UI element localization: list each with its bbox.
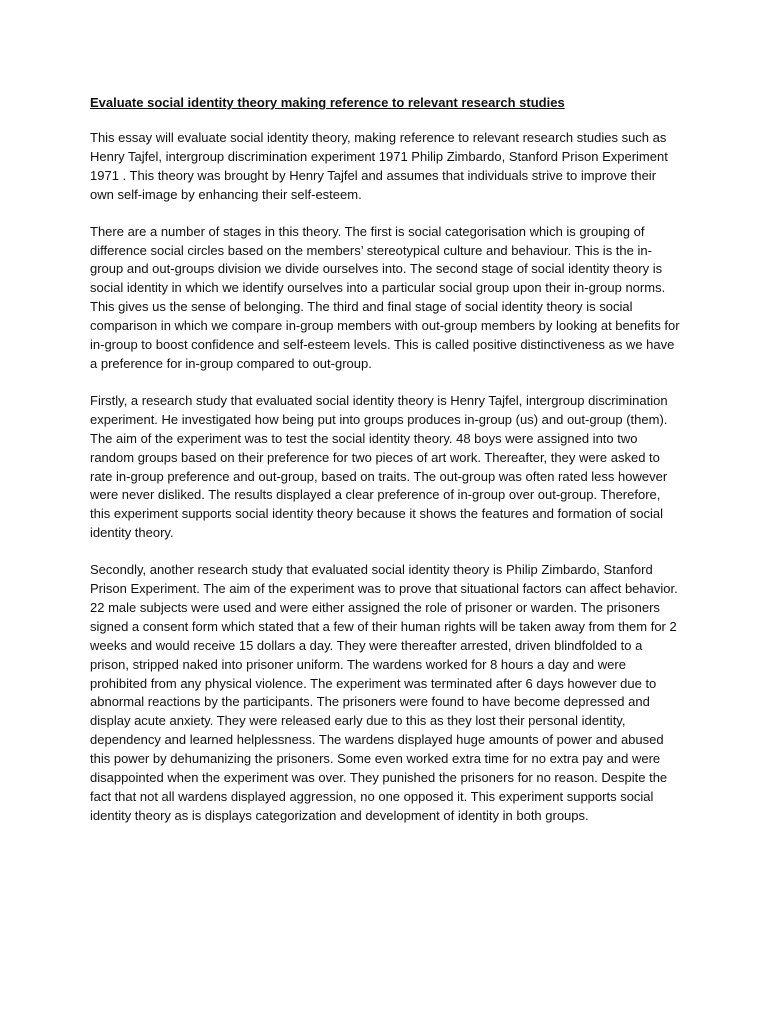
paragraph-zimbardo-study: Secondly, another research study that evaluated social identity theory is Philip Zimbardo, Stanford Prison Experiment. The aim of the experiment was to prove that situational factors can affect behavior. 22 male subjects were used and were either assigned the role of prisoner or warden. The prisoners signed a consent form which stated that a few of their human rights will be taken away from them for 2 weeks and would receive 15 dollars a day. They were thereafter arrested, driven blindfolded to a prison, stripped naked into prisoner uniform. The wardens worked for 8 hours a day and were prohibited from any physical violence. The experiment was terminated after 6 days however due to abnormal reactions by the participants. The prisoners were found to have become depressed and display acute anxiety. They were released early due to this as they lost their personal identity, dependency and learned helplessness. The wardens displayed huge amounts of power and abused this power by dehumanizing the prisoners. Some even worked extra time for no extra pay and were disappointed when the experiment was over. They punished the prisoners for no reason. Despite the fact that not all wardens displayed aggression, no one opposed it. This experiment supports social identity theory as is displays categorization and development of identity in both groups. (90, 562, 678, 823)
document-title: Evaluate social identity theory making reference to relevant research studies (90, 95, 565, 110)
paragraph-introduction: This essay will evaluate social identity theory, making reference to relevant research studies such as Henry Tajfel, intergroup discrimination experiment 1971 Philip Zimbardo, Stanford Prison Experiment 1971 . This theory was brought by Henry Tajfel and assumes that individuals strive to improve their own self-image by enhancing their self-esteem. (90, 130, 668, 202)
paragraph-tajfel-study: Firstly, a research study that evaluated social identity theory is Henry Tajfel, intergroup discrimination experiment. He investigated how being put into groups produces in-group (us) and out-group (them). The aim of the experiment was to test the social identity theory. 48 boys were assigned into two random groups based on their preference for two pieces of art work. Thereafter, they were asked to rate in-group preference and out-group, based on traits. The out-group was often rated less however were never disliked. The results displayed a clear preference of in-group over out-group. Therefore, this experiment supports social identity theory because it shows the features and formation of social identity theory. (90, 392, 668, 541)
paragraph-stages: There are a number of stages in this theory. The first is social categorisation which is grouping of difference social circles based on the members’ stereotypical culture and behaviour. This is the in-group and out-groups division we divide ourselves into. The second stage of social identity theory is social identity in which we identify ourselves into a particular social group upon their in-group norms. This gives us the sense of belonging. The third and final stage of social identity theory is social comparison in which we compare in-group members with out-group members by looking at benefits for in-group to boost confidence and self-esteem levels. This is called positive distinctiveness as we have a preference for in-group compared to out-group. (90, 223, 680, 371)
document-page (90, 94, 680, 844)
